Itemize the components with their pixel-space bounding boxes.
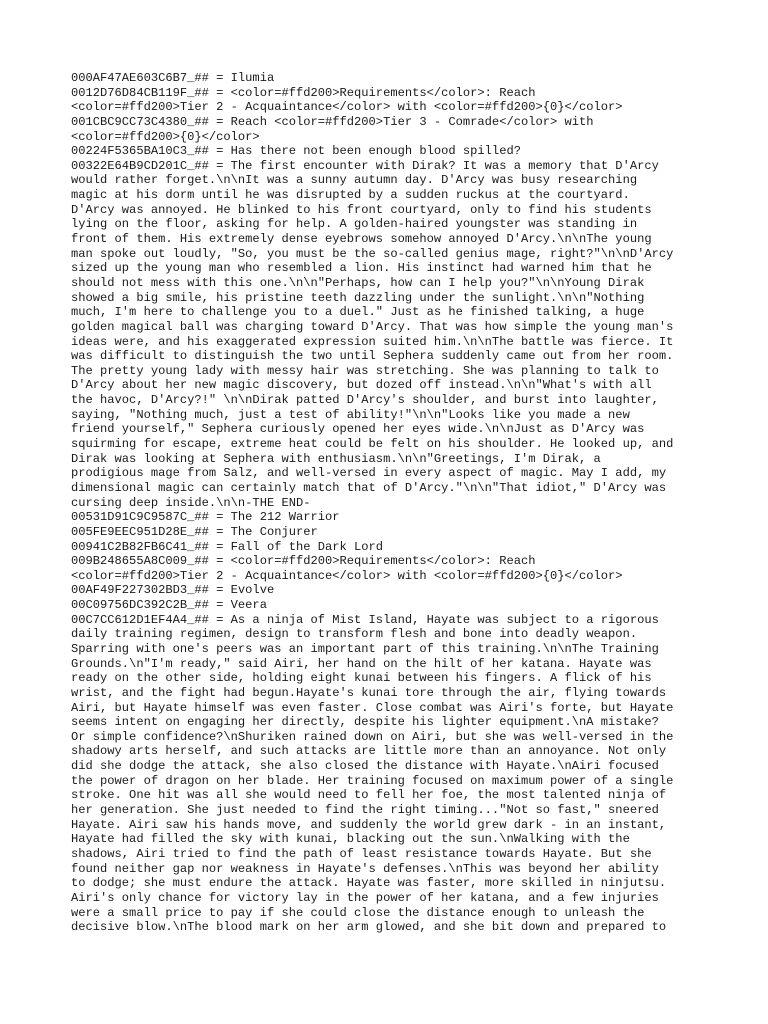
text-line: <color=#ffd200>{0}</color>	[71, 129, 260, 144]
text-line: 000AF47AE603C6B7_## = Ilumia	[71, 71, 275, 85]
text-line: 005FE9EEC951D28E_## = The Conjurer	[71, 524, 318, 539]
text-line: did she dodge the attack, she also closed the distance with Hayate.\nAiri focused	[71, 759, 659, 774]
text-line: wrist, and the fight had begun.Hayate's kunai tore through the air, flying towards	[71, 685, 667, 700]
text-line: <color=#ffd200>Tier 2 - Acquaintance</color> with <color=#ffd200>{0}</color>	[71, 568, 623, 583]
text-line: ready on the other side, holding eight kunai between his fingers. A flick of his	[71, 671, 652, 686]
text-line: magic at his dorm until he was disrupted by a sudden ruckus at the courtyard.	[71, 188, 630, 203]
text-line: front of them. His extremely dense eyebrows somehow annoyed D'Arcy.\n\nThe young	[71, 232, 652, 247]
text-line: 009B248655A8C009_## = <color=#ffd200>Requirements</color>: Reach	[71, 554, 536, 569]
text-line: stroke. One hit was all she would need to fell her foe, the most talented ninja of	[71, 788, 667, 803]
text-line: Airi, but Hayate himself was even faster. Close combat was Airi's forte, but Hayate	[71, 700, 674, 715]
text-line: found neither gap nor weakness in Hayate's defenses.\nThis was beyond her ability	[71, 861, 659, 876]
text-line: cursing deep inside.\n\n-THE END-	[71, 495, 311, 510]
text-line: Grounds.\n"I'm ready," said Airi, her hand on the hilt of her katana. Hayate was	[71, 656, 652, 671]
text-line: shadows, Airi tried to find the path of least resistance towards Hayate. But she	[71, 846, 652, 861]
text-line: Hayate. Airi saw his hands move, and suddenly the world grew dark - in an instant,	[71, 817, 667, 832]
text-line: shadowy arts herself, and such attacks are little more than an annoyance. Not only	[71, 744, 667, 759]
text-line: 00941C2B82FB6C41_## = Fall of the Dark Lord	[71, 539, 384, 554]
text-line: D'Arcy about her new magic discovery, but dozed off instead.\n\n"What's with all	[71, 378, 652, 393]
text-line: squirming for escape, extreme heat could be felt on his shoulder. He looked up, and	[71, 437, 674, 452]
text-line: ideas were, and his exaggerated expression suited him.\n\nThe battle was fierce. It	[71, 334, 674, 349]
text-line: showed a big smile, his pristine teeth dazzling under the sunlight.\n\n"Nothing	[71, 290, 645, 305]
text-line: seems intent on engaging her directly, despite his lighter equipment.\nA mistake?	[71, 715, 659, 730]
text-line: dimensional magic can certainly match that of D'Arcy."\n\n"That idiot," D'Arcy was	[71, 480, 667, 495]
text-line: prodigious mage from Salz, and well-versed in every aspect of magic. May I add, my	[71, 466, 667, 481]
text-line: would rather forget.\n\nIt was a sunny autumn day. D'Arcy was busy researching	[71, 173, 638, 188]
text-line: should not mess with this one.\n\n"Perhaps, how can I help you?"\n\nYoung Dirak	[71, 275, 645, 290]
text-line: 00322E64B9CD201C_## = The first encounter with Dirak? It was a memory that D'Arcy	[71, 158, 659, 173]
text-line: were a small price to pay if she could close the distance enough to unleash the	[71, 905, 645, 920]
text-line: daily training regimen, design to transform flesh and bone into deadly weapon.	[71, 627, 638, 642]
document-text	[71, 71, 701, 935]
text-line: sized up the young man who resembled a lion. His instinct had warned him that he	[71, 261, 652, 276]
text-line: The pretty young lady with messy hair was stretching. She was planning to talk to	[71, 363, 659, 378]
text-line: to dodge; she must endure the attack. Hayate was faster, more skilled in ninjutsu.	[71, 876, 667, 891]
text-line: Airi's only chance for victory lay in the power of her katana, and a few injuries	[71, 890, 659, 905]
text-line: <color=#ffd200>Tier 2 - Acquaintance</color> with <color=#ffd200>{0}</color>	[71, 100, 623, 115]
text-line: saying, "Nothing much, just a test of ability!"\n\n"Looks like you made a new	[71, 407, 630, 422]
text-line: the havoc, D'Arcy?!" \n\nDirak patted D'Arcy's shoulder, and burst into laughter,	[71, 393, 659, 408]
text-line: 00531D91C9C9587C_## = The 212 Warrior	[71, 510, 340, 525]
text-line: was difficult to distinguish the two until Sephera suddenly came out from her room.	[71, 349, 674, 364]
text-line: 0012D76D84CB119F_## = <color=#ffd200>Requirements</color>: Reach	[71, 85, 536, 100]
text-line: much, I'm here to challenge you to a duel." Just as he finished talking, a huge	[71, 305, 645, 320]
text-line: decisive blow.\nThe blood mark on her arm glowed, and she bit down and prepared to	[71, 920, 667, 935]
text-line: Hayate had filled the sky with kunai, blacking out the sun.\nWalking with the	[71, 832, 630, 847]
text-line: the power of dragon on her blade. Her training focused on maximum power of a single	[71, 773, 674, 788]
text-line: lying on the floor, asking for help. A golden-haired youngster was standing in	[71, 217, 638, 232]
text-line: Or simple confidence?\nShuriken rained down on Airi, but she was well-versed in the	[71, 729, 674, 744]
text-line: man spoke out loudly, "So, you must be the so-called genius mage, right?"\n\nD'Arcy	[71, 246, 674, 261]
text-line: 00C7CC612D1EF4A4_## = As a ninja of Mist Island, Hayate was subject to a rigorous	[71, 612, 659, 627]
text-line: 001CBC9CC73C4380_## = Reach <color=#ffd200>Tier 3 - Comrade</color> with	[71, 114, 594, 129]
text-line: D'Arcy was annoyed. He blinked to his front courtyard, only to find his students	[71, 202, 652, 217]
text-line: 00AF49F227302BD3_## = Evolve	[71, 583, 275, 598]
text-line: 00224F5365BA10C3_## = Has there not been enough blood spilled?	[71, 144, 521, 159]
text-line: her generation. She just needed to find the right timing..."Not so fast," sneered	[71, 803, 659, 818]
text-line: friend yourself," Sephera curiously opened her eyes wide.\n\nJust as D'Arcy was	[71, 422, 645, 437]
text-line: 00C09756DC392C2B_## = Veera	[71, 598, 267, 613]
text-line: golden magical ball was charging toward D'Arcy. That was how simple the young man's	[71, 319, 674, 334]
text-line: Dirak was looking at Sephera with enthusiasm.\n\n"Greetings, I'm Dirak, a	[71, 451, 601, 466]
text-line: Sparring with one's peers was an important part of this training.\n\nThe Training	[71, 641, 659, 656]
